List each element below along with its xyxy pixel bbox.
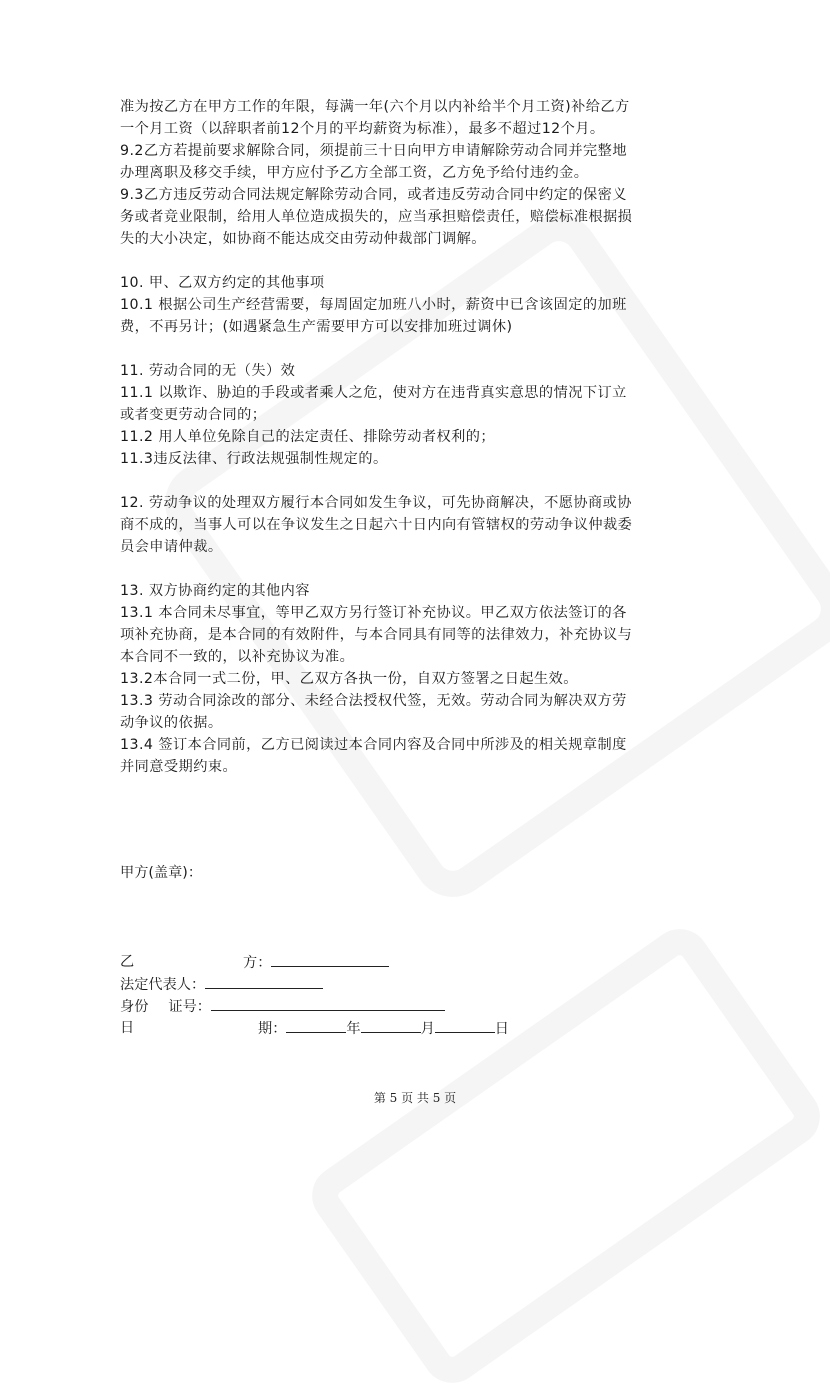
body-line: 或者变更劳动合同的；	[120, 407, 267, 423]
body-line: 13.3 劳动合同涂改的部分、未经合法授权代签，无效。劳动合同为解决双方劳	[120, 693, 627, 709]
legal-rep-blank[interactable]	[205, 974, 323, 989]
date-field	[258, 1018, 509, 1039]
body-line: 员会申请仲裁。	[120, 539, 223, 555]
body-line: 9.3乙方违反劳动合同法规定解除劳动合同，或者违反劳动合同中约定的保密义	[120, 187, 627, 203]
body-line: 一个月工资（以辞职者前12个月的平均薪资为标准），最多不超过12个月。	[120, 121, 605, 137]
body-line: 本合同不一致的，以补充协议为准。	[120, 649, 355, 665]
year-blank[interactable]	[286, 1018, 346, 1033]
legal-rep-row	[120, 974, 323, 995]
day-label: 日	[494, 1021, 509, 1037]
contract-body	[120, 96, 720, 778]
legal-rep-label: 法定代表人：	[120, 977, 206, 993]
body-line: 11.1 以欺诈、胁迫的手段或者乘人之危，使对方在违背真实意思的情况下订立	[120, 385, 627, 401]
id-label-part2: 证号：	[168, 999, 211, 1015]
section-heading: 12. 劳动争议的处理双方履行本合同如发生争议，可先协商解决，不愿协商或协	[120, 495, 632, 511]
body-line: 费，不再另计；(如遇紧急生产需要甲方可以安排加班过调休)	[120, 319, 513, 335]
body-line: 办理离职及移交手续，甲方应付予乙方全部工资，乙方免予给付违约金。	[120, 165, 589, 181]
section-heading: 11. 劳动合同的无（失）效	[120, 363, 296, 379]
date-label: 期：	[258, 1021, 287, 1037]
body-line: 13.1 本合同未尽事宜，等甲乙双方另行签订补充协议。甲乙双方依法签订的各	[120, 605, 627, 621]
body-line: 项补充协商，是本合同的有效附件，与本合同具有同等的法律效力，补充协议与	[120, 627, 633, 643]
party-b-label-char: 乙	[120, 954, 135, 970]
section-heading: 13. 双方协商约定的其他内容	[120, 583, 310, 599]
month-label: 月	[420, 1021, 435, 1037]
year-label: 年	[346, 1021, 361, 1037]
party-b-blank[interactable]	[271, 952, 389, 967]
body-line: 13.4 签订本合同前，乙方已阅读过本合同内容及合同中所涉及的相关规章制度	[120, 737, 627, 753]
body-line: 11.2 用人单位免除自己的法定责任、排除劳动者权利的；	[120, 429, 496, 445]
page-number: 第 5 页 共 5 页	[373, 1091, 457, 1105]
body-line: 10.1 根据公司生产经营需要，每周固定加班八小时，薪资中已含该固定的加班	[120, 297, 627, 313]
id-label-part1: 身份	[120, 999, 149, 1015]
day-blank[interactable]	[435, 1018, 495, 1033]
body-line: 13.2本合同一式二份，甲、乙双方各执一份，自双方签署之日起生效。	[120, 671, 578, 687]
body-line: 11.3违反法律、行政法规强制性规定的。	[120, 451, 388, 467]
body-line: 失的大小决定，如协商不能达成交由劳动仲裁部门调解。	[120, 231, 486, 247]
party-a-seal-label: 甲方(盖章)：	[120, 865, 203, 881]
section-heading: 10. 甲、乙双方约定的其他事项	[120, 275, 325, 291]
id-number-row	[120, 996, 445, 1017]
paragraph-gap	[120, 338, 720, 360]
party-b-field	[243, 952, 389, 973]
body-line: 9.2乙方若提前要求解除合同，须提前三十日向甲方申请解除劳动合同并完整地	[120, 143, 627, 159]
body-line: 动争议的依据。	[120, 715, 223, 731]
body-line: 商不成的，当事人可以在争议发生之日起六十日内向有管辖权的劳动争议仲裁委	[120, 517, 633, 533]
body-line: 准为按乙方在甲方工作的年限，每满一年(六个月以内补给半个月工资)补给乙方	[120, 99, 630, 115]
paragraph-gap	[120, 250, 720, 272]
watermark	[300, 917, 830, 1394]
id-number-blank[interactable]	[211, 996, 445, 1011]
paragraph-gap	[120, 558, 720, 580]
party-b-row	[120, 952, 134, 972]
body-line: 并同意受期约束。	[120, 759, 238, 775]
date-row	[120, 1018, 134, 1038]
body-line: 务或者竞业限制，给用人单位造成损失的，应当承担赔偿责任，赔偿标准根据损	[120, 209, 633, 225]
month-blank[interactable]	[361, 1018, 421, 1033]
paragraph-gap	[120, 470, 720, 492]
party-b-label: 方：	[243, 955, 272, 971]
date-label-char: 日	[120, 1020, 135, 1036]
